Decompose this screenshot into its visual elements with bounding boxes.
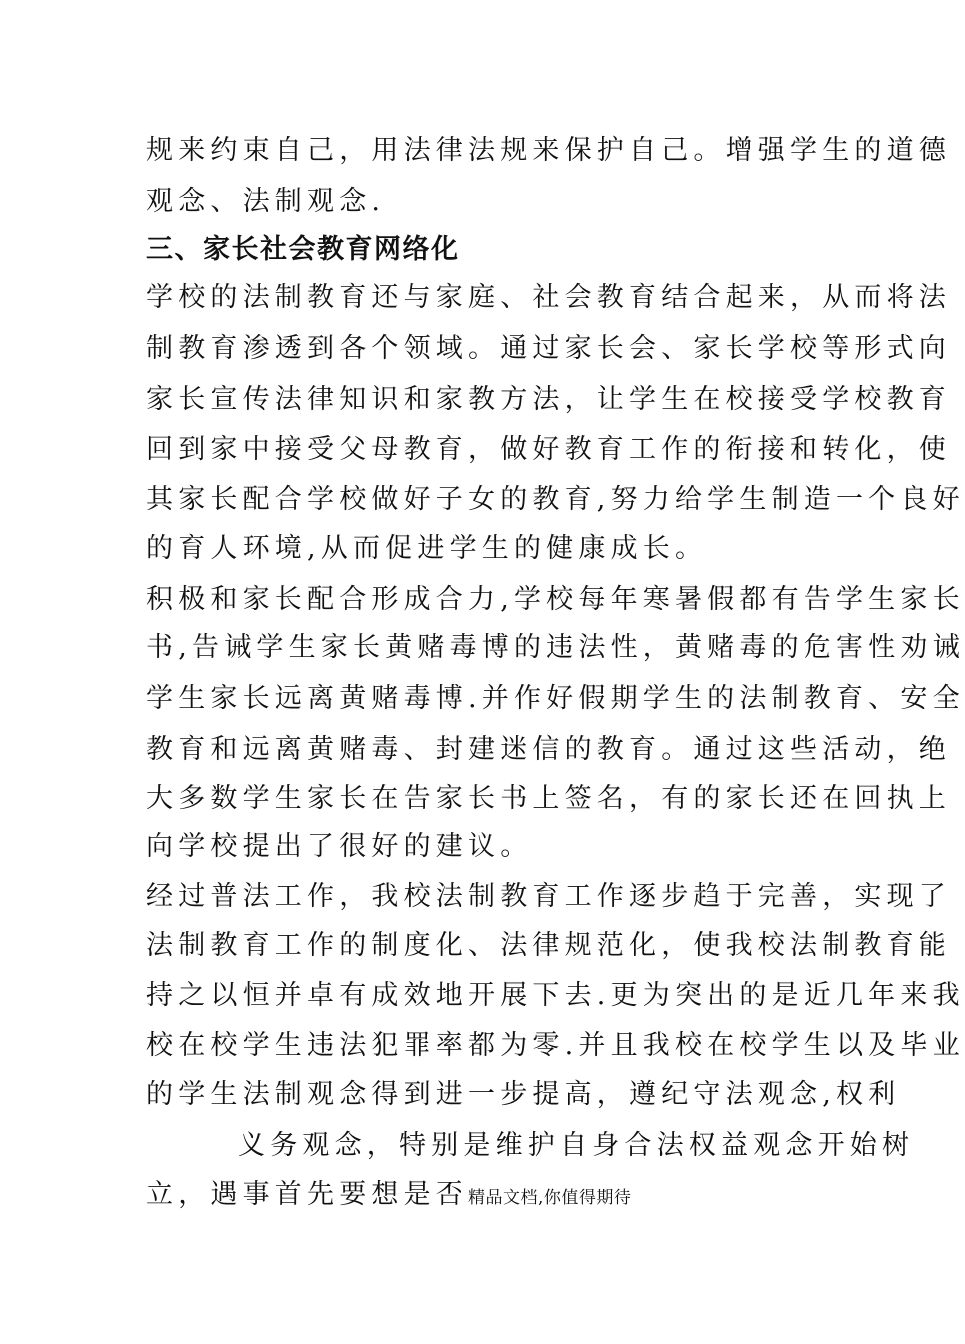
footer-note: 精品文档,你值得期待 xyxy=(468,1188,632,1208)
text-line-22 xyxy=(146,1175,806,1215)
text-line-15: 向学校提出了很好的建议。 xyxy=(146,831,533,862)
text-line-16: 经过普法工作，我校法制教育工作逐步趋于完善，实现了 xyxy=(146,881,951,912)
text-line-7: 回到家中接受父母教育，做好教育工作的衔接和转化，使 xyxy=(146,434,951,465)
text-line-5: 制教育渗透到各个领域。通过家长会、家长学校等形式向 xyxy=(146,333,951,364)
text-line-14: 大多数学生家长在告家长书上签名，有的家长还在回执上 xyxy=(146,783,951,814)
text-line-4: 学校的法制教育还与家庭、社会教育结合起来，从而将法 xyxy=(146,282,951,313)
text-line-20: 的学生法制观念得到进一步提高，遵纪守法观念,权利 xyxy=(146,1079,901,1110)
text-line-22-body: 立，遇事首先要想是否 xyxy=(146,1179,468,1210)
text-line-11: 书,告诫学生家长黄赌毒博的违法性，黄赌毒的危害性劝诫 xyxy=(146,632,965,663)
text-line-2: 观念、法制观念. xyxy=(146,186,386,217)
text-line-18: 持之以恒并卓有成效地开展下去.更为突出的是近几年来我 xyxy=(146,980,965,1011)
text-line-10: 积极和家长配合形成合力,学校每年寒暑假都有告学生家长 xyxy=(146,584,965,615)
section-heading: 三、家长社会教育网络化 xyxy=(146,234,460,265)
text-line-6: 家长宣传法律知识和家教方法，让学生在校接受学校教育 xyxy=(146,384,951,415)
text-line-1: 规来约束自己，用法律法规来保护自己。增强学生的道德 xyxy=(146,135,951,166)
text-line-9: 的育人环境,从而促进学生的健康成长。 xyxy=(146,533,708,564)
text-line-12: 学生家长远离黄赌毒博.并作好假期学生的法制教育、安全 xyxy=(146,683,965,714)
text-line-19: 校在校学生违法犯罪率都为零.并且我校在校学生以及毕业 xyxy=(146,1030,965,1061)
text-line-13: 教育和远离黄赌毒、封建迷信的教育。通过这些活动，绝 xyxy=(146,734,951,765)
text-line-17: 法制教育工作的制度化、法律规范化，使我校法制教育能 xyxy=(146,930,951,961)
text-line-21: 义务观念，特别是维护自身合法权益观念开始树 xyxy=(238,1130,915,1161)
text-line-8: 其家长配合学校做好子女的教育,努力给学生制造一个良好 xyxy=(146,484,965,515)
